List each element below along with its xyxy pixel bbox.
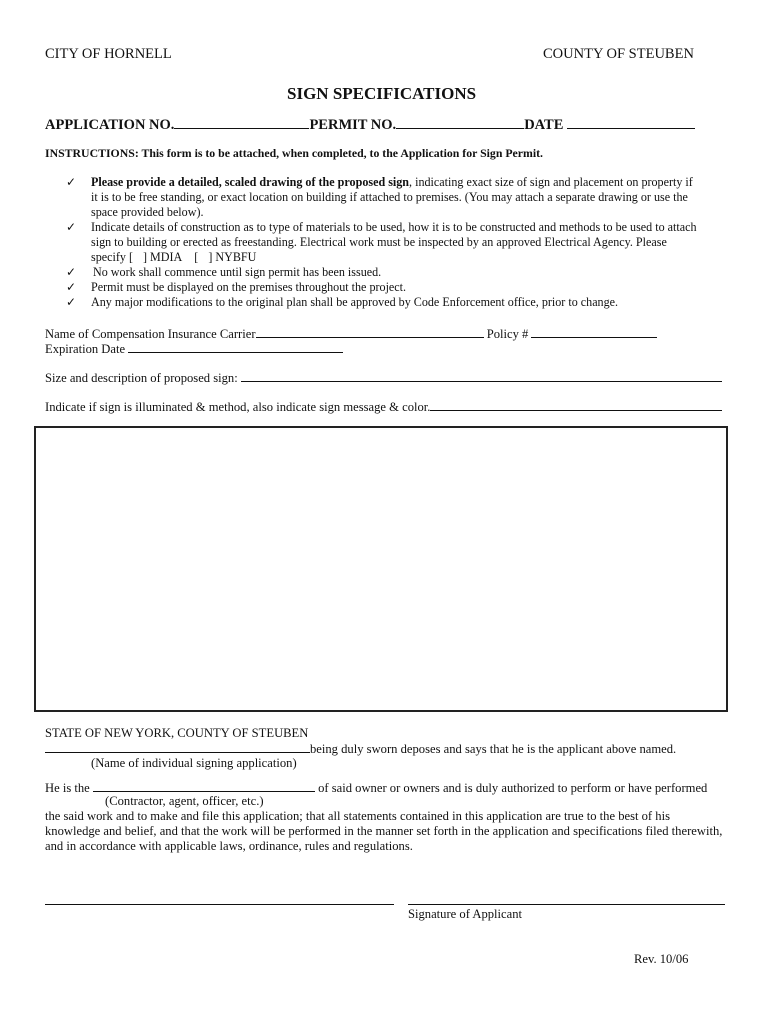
check-icon: ✓	[66, 295, 77, 309]
page-title: SIGN SPECIFICATIONS	[287, 84, 477, 103]
oath-paragraph-2: knowledge and belief, and that the work will be performed in the manner set forth in the application and specifications filed therewith,	[45, 824, 723, 838]
state-line: STATE OF NEW YORK, COUNTY OF STEUBEN	[45, 726, 309, 740]
date-field[interactable]	[567, 116, 695, 129]
bullet-4: Permit must be displayed on the premises throughout the project.	[91, 280, 407, 294]
nybfu-option[interactable]: ] NYBFU	[208, 250, 257, 264]
bullet-3: No work shall commence until sign permit has been issued.	[93, 265, 382, 279]
bullet-1-line-2: it is to be free standing, or exact location on building if attached to premises. (You may attach a separate drawing or use the	[91, 190, 688, 204]
bullet-1-line-3: space provided below).	[91, 205, 204, 219]
role-caption: (Contractor, agent, officer, etc.)	[105, 794, 264, 808]
application-no-field[interactable]	[174, 116, 309, 129]
oath-paragraph-3: and in accordance with applicable laws, ordinance, rules and regulations.	[45, 839, 413, 853]
bullet-1-bold: Please provide a detailed, scaled drawing of the proposed sign	[91, 175, 410, 189]
carrier-label: Name of Compensation Insurance Carrier	[45, 327, 256, 341]
illuminated-row	[45, 398, 722, 415]
individual-name-field[interactable]	[45, 740, 310, 753]
permit-no-field[interactable]	[396, 116, 524, 129]
oath-paragraph-1: the said work and to make and file this application; that all statements contained in this application are true to the best of his	[45, 809, 670, 823]
specify-label: specify [	[91, 250, 133, 264]
mdia-option[interactable]: ] MDIA	[142, 250, 183, 264]
check-icon: ✓	[66, 265, 77, 279]
carrier-field[interactable]	[256, 325, 484, 338]
sworn-text: being duly sworn deposes and says that he is the applicant above named.	[310, 742, 677, 756]
nybfu-bracket: [	[194, 250, 199, 264]
bullet-1-rest: , indicating exact size of sign and placement on property if	[409, 175, 693, 189]
check-icon: ✓	[66, 220, 77, 234]
bullet-5: Any major modifications to the original plan shall be approved by Code Enforcement office, prior to change.	[91, 295, 619, 309]
expiration-label: Expiration Date	[45, 342, 126, 356]
check-icon: ✓	[66, 280, 77, 294]
illuminated-label: Indicate if sign is illuminated & method, also indicate sign message & color.	[45, 400, 431, 414]
size-field[interactable]	[241, 369, 722, 382]
policy-field[interactable]	[531, 325, 657, 338]
signature-label: Signature of Applicant	[408, 907, 523, 921]
drawing-area[interactable]	[34, 426, 728, 712]
county-header: COUNTY OF STEUBEN	[543, 46, 694, 62]
instructions: INSTRUCTIONS: This form is to be attached, when completed, to the Application for Sign Permit.	[45, 146, 543, 160]
permit-no-label: PERMIT NO.	[309, 117, 397, 133]
sworn-row	[45, 740, 676, 757]
application-no-label: APPLICATION NO.	[45, 117, 175, 133]
name-caption: (Name of individual signing application)	[91, 756, 297, 770]
policy-label: Policy #	[486, 327, 529, 341]
city-header: CITY OF HORNELL	[45, 46, 172, 62]
said-owner-text: of said owner or owners and is duly authorized to perform or have performed	[318, 781, 708, 795]
bullet-1-line-1	[91, 175, 693, 190]
size-row	[45, 369, 722, 386]
notary-signature-line[interactable]	[45, 904, 394, 905]
revision-label: Rev. 10/06	[634, 952, 689, 966]
expiration-field[interactable]	[128, 340, 343, 353]
bullet-2-line-1: Indicate details of construction as to type of materials to be used, how it is to be constructed and methods to be used to attach	[91, 220, 697, 234]
bullet-2-line-2: sign to building or erected as freestanding. Electrical work must be inspected by an approved Electrical Agency. Please	[91, 235, 667, 249]
expiration-row	[45, 340, 343, 357]
date-label: DATE	[524, 117, 564, 133]
he-is-label: He is the	[45, 781, 90, 795]
application-line	[45, 116, 695, 134]
illuminated-field[interactable]	[430, 398, 722, 411]
check-icon: ✓	[66, 175, 77, 189]
role-field[interactable]	[93, 779, 315, 792]
size-label: Size and description of proposed sign:	[45, 371, 238, 385]
bullet-2-line-3	[91, 250, 256, 265]
applicant-signature-line[interactable]	[408, 904, 725, 905]
